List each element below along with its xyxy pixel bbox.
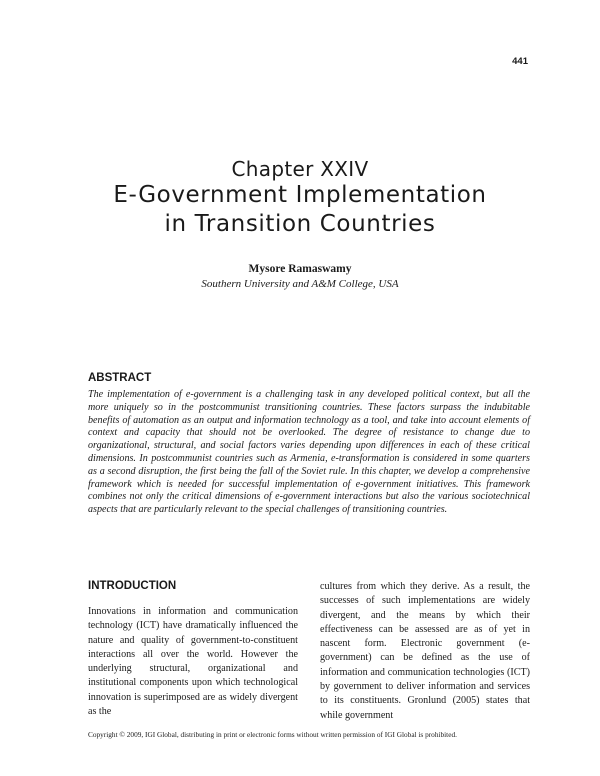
chapter-label: Chapter XXIV xyxy=(231,157,369,181)
chapter-title-line-1: E-Government Implementation xyxy=(113,182,487,208)
author-name: Mysore Ramaswamy xyxy=(248,263,352,275)
abstract-heading: ABSTRACT xyxy=(88,372,152,384)
introduction-heading: INTRODUCTION xyxy=(88,580,177,592)
chapter-title-line-2: in Transition Countries xyxy=(164,211,436,237)
chapter-title xyxy=(0,181,600,239)
abstract-text: The implementation of e-government is a challenging task in any developed political context, but all the more uniquely so in the postcommunist transitioning countries. These factors surpass the indubitable benefits of automation as an output and information technology as a tool, and take into account elements of context and capacity that should not be overlooked. The degree of resistance to change due to organizational, structural, and social factors varies depending upon differences in each of these critical dimensions. In postcommunist countries such as Armenia, e-transformation is considered in some quarters as a second disruption, the first being the fall of the Soviet rule. In this chapter, we develop a comprehensive framework which is needed for successful implementation of e-government initiatives. This framework combines not only the critical dimensions of e-government interactions but also the various sociotechnical aspects that are particularly relevant to the special challenges of transitioning countries. xyxy=(88,389,530,516)
page-number: 441 xyxy=(512,56,528,67)
copyright-notice: Copyright © 2009, IGI Global, distributing in print or electronic forms without written permission of IGI Global is prohibited. xyxy=(88,730,457,739)
introduction-left-column: Innovations in information and communication technology (ICT) have dramatically influenced the nature and quality of government-to-constituent interactions all over the world. However the underlying structural, organizational and institutional components upon which technological innovation is superimposed are as widely divergent as the xyxy=(88,606,298,718)
author-affiliation: Southern University and A&M College, USA xyxy=(201,278,399,290)
introduction-right-column: cultures from which they derive. As a result, the successes of such implementations are widely divergent, and the means by which their effectiveness can be assessed are as of yet in nascent form. Electronic government (e-government) can be defined as the use of information and communication technologies (ICT) by government to deliver information and services to its constituents. Gronlund (2005) states that while government xyxy=(320,581,530,721)
